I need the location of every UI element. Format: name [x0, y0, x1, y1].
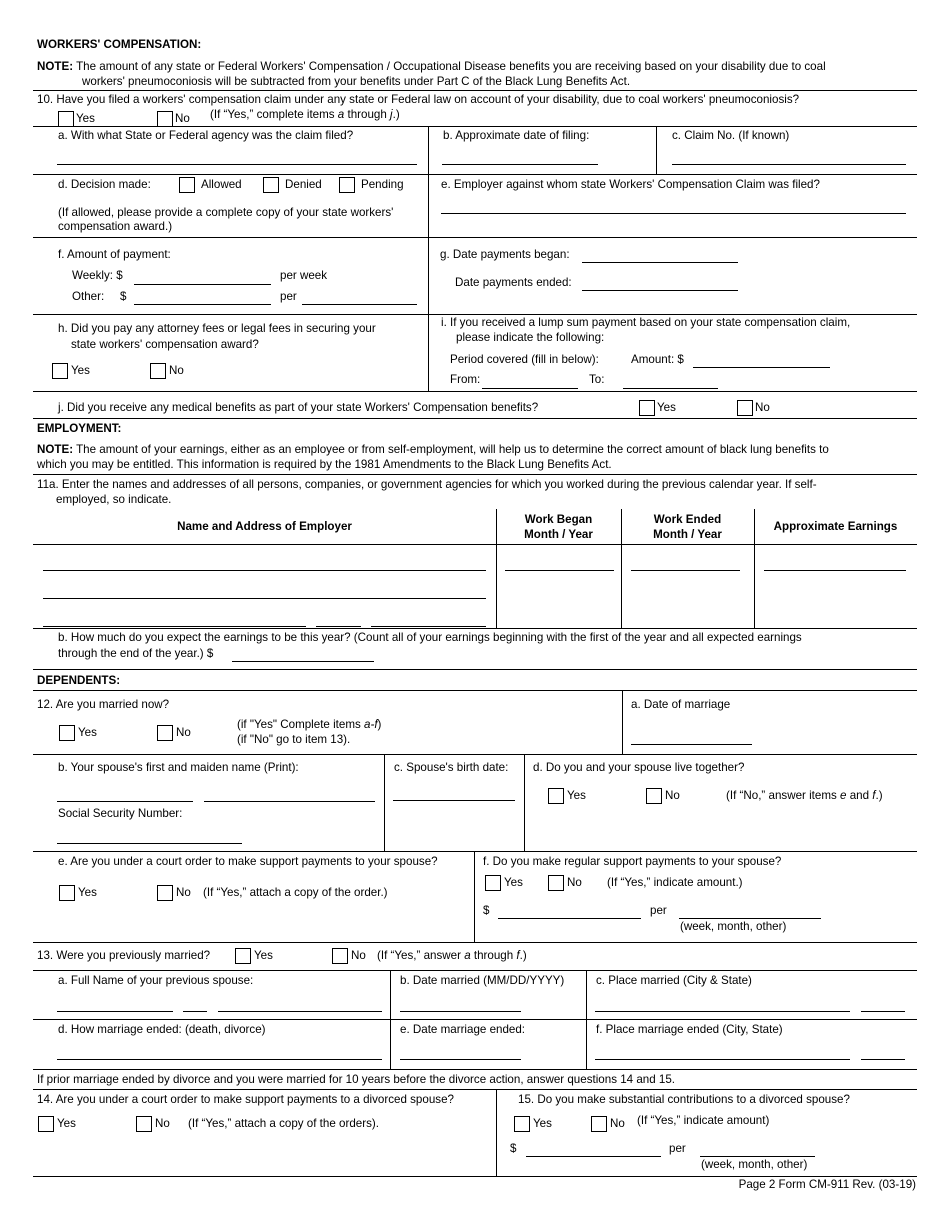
q14-yes-checkbox[interactable]: [38, 1116, 54, 1132]
support-amount-field[interactable]: [498, 918, 641, 919]
spouse-birth-field[interactable]: [393, 800, 515, 801]
divider: [33, 1176, 917, 1177]
support-yes-label: Yes: [504, 876, 523, 889]
pending-checkbox[interactable]: [339, 177, 355, 193]
employer-name-field[interactable]: [43, 570, 486, 571]
prev-spouse-middle-field[interactable]: [183, 1011, 207, 1012]
q11a-line2: employed, so indicate.: [56, 493, 172, 506]
q10i-line1: i. If you received a lump sum payment based on your state compensation claim,: [441, 316, 851, 329]
q11b-line1: b. How much do you expect the earnings to be this year? (Count all of your earnings beginning with the first of the year and all expected earnings: [58, 631, 802, 644]
q14-note: (If “Yes,” attach a copy of the orders).: [188, 1117, 379, 1130]
col-name-header: Name and Address of Employer: [177, 520, 352, 533]
emp-heading: EMPLOYMENT:: [37, 422, 122, 435]
q10i-line2: please indicate the following:: [456, 331, 605, 344]
support-no-label: No: [567, 876, 582, 889]
col-began-header: Work Began Month / Year: [524, 513, 593, 541]
divider: [33, 754, 917, 755]
q10d-label: d. Decision made:: [58, 178, 151, 191]
live-together-yes-label: Yes: [567, 789, 586, 802]
q10h-line1: h. Did you pay any attorney fees or legal fees in securing your: [58, 322, 376, 335]
divider: [33, 237, 917, 238]
allowed-checkbox[interactable]: [179, 177, 195, 193]
earnings-field[interactable]: [764, 570, 906, 571]
emp-note-line2: which you may be entitled. This information is required by the 1981 Amendments to the Black Lung Benefits Act.: [37, 458, 612, 471]
place-ended-state-field[interactable]: [861, 1059, 905, 1060]
q15-label: 15. Do you make substantial contributions to a divorced spouse?: [518, 1093, 850, 1106]
q12-yes-checkbox[interactable]: [59, 725, 75, 741]
place-ended-city-field[interactable]: [595, 1059, 850, 1060]
q13-no-label: No: [351, 949, 366, 962]
col-ended-header: Work Ended Month / Year: [653, 513, 722, 541]
q12-no-checkbox[interactable]: [157, 725, 173, 741]
q10g-label: g. Date payments began:: [440, 248, 570, 261]
prev-spouse-name-label: a. Full Name of your previous spouse:: [58, 974, 254, 987]
column-divider: [384, 754, 385, 851]
divorce-note: If prior marriage ended by divorce and you were married for 10 years before the divorce action, answer questions 14 and 15.: [37, 1073, 676, 1086]
q10-yes-checkbox[interactable]: [58, 111, 74, 127]
q15-period-field[interactable]: [700, 1156, 815, 1157]
q11b-line2: through the end of the year.) $: [58, 647, 214, 660]
q15-no-label: No: [610, 1117, 625, 1130]
divider: [33, 1019, 917, 1020]
place-married-state-field[interactable]: [861, 1011, 905, 1012]
place-married-label: c. Place married (City & State): [596, 974, 752, 987]
employer-state-field[interactable]: [316, 626, 361, 627]
divider: [33, 418, 917, 419]
q10h-no-label: No: [169, 364, 184, 377]
q10j-yes-label: Yes: [657, 401, 676, 414]
q10f-label: f. Amount of payment:: [58, 248, 171, 261]
q13-yes-checkbox[interactable]: [235, 948, 251, 964]
q13-no-checkbox[interactable]: [332, 948, 348, 964]
live-together-label: d. Do you and your spouse live together?: [533, 761, 745, 774]
q10j-yes-checkbox[interactable]: [639, 400, 655, 416]
court-order-yes-checkbox[interactable]: [59, 885, 75, 901]
support-dollar: $: [483, 904, 490, 917]
spouse-birth-label: c. Spouse's birth date:: [394, 761, 509, 774]
work-began-field[interactable]: [505, 570, 614, 571]
q12-yes-label: Yes: [78, 726, 97, 739]
col-earnings-header: Approximate Earnings: [773, 520, 898, 533]
ssn-label: Social Security Number:: [58, 807, 183, 820]
to-field[interactable]: [623, 388, 718, 389]
q15-note: (If “Yes,” indicate amount): [637, 1114, 770, 1127]
divider: [33, 690, 917, 691]
employer-address-field[interactable]: [43, 598, 486, 599]
dep-heading: DEPENDENTS:: [37, 674, 121, 687]
date-ended-label: Date payments ended:: [455, 276, 572, 289]
q12-label: 12. Are you married now?: [37, 698, 170, 711]
column-divider: [496, 1089, 497, 1176]
prev-spouse-last-field[interactable]: [218, 1011, 382, 1012]
other-amount-field[interactable]: [134, 304, 271, 305]
to-label: To:: [589, 373, 605, 386]
weekly-label: Weekly: $: [72, 269, 123, 282]
date-of-marriage-field[interactable]: [631, 744, 752, 745]
per-week-label: per week: [280, 269, 328, 282]
weekly-amount-field[interactable]: [134, 284, 271, 285]
q14-no-checkbox[interactable]: [136, 1116, 152, 1132]
support-per-label: per: [650, 904, 667, 917]
divider: [33, 174, 917, 175]
q15-per-label: per: [669, 1142, 686, 1155]
q15-period-hint: (week, month, other): [701, 1158, 808, 1171]
denied-checkbox[interactable]: [263, 177, 279, 193]
date-married-field[interactable]: [400, 1011, 521, 1012]
marriage-date-ended-field[interactable]: [400, 1059, 521, 1060]
q10h-yes-label: Yes: [71, 364, 90, 377]
wc-note-line1: NOTE: The amount of any state or Federal Workers' Compensation / Occupational Disease benefits you are receiving based on your disability due to coal: [37, 60, 826, 73]
divider: [33, 1069, 917, 1070]
support-yes-checkbox[interactable]: [485, 875, 501, 891]
divider: [33, 314, 917, 315]
q14-yes-label: Yes: [57, 1117, 76, 1130]
column-divider: [428, 126, 429, 392]
page-footer: Page 2 Form CM-911 Rev. (03-19): [738, 1178, 916, 1191]
other-period-field[interactable]: [302, 304, 417, 305]
q10d-note-line1: (If allowed, please provide a complete copy of your state workers': [58, 206, 394, 219]
from-field[interactable]: [482, 388, 578, 389]
other-dollar: $: [120, 290, 127, 303]
other-label: Other:: [72, 290, 105, 303]
how-ended-label: d. How marriage ended: (death, divorce): [58, 1023, 266, 1036]
divider: [33, 126, 917, 127]
wc-heading: WORKERS' COMPENSATION:: [37, 38, 202, 51]
q10a-agency-field[interactable]: [57, 164, 417, 165]
column-divider: [622, 690, 623, 754]
q13-note: (If “Yes,” answer a through f.): [377, 949, 527, 962]
q13-label: 13. Were you previously married?: [37, 949, 211, 962]
other-per-label: per: [280, 290, 297, 303]
court-order-no-checkbox[interactable]: [157, 885, 173, 901]
q10-yes-label: Yes: [76, 112, 95, 125]
divider: [33, 544, 917, 545]
date-ended-label: e. Date marriage ended:: [400, 1023, 526, 1036]
place-married-city-field[interactable]: [595, 1011, 850, 1012]
divider: [33, 628, 917, 629]
divider: [33, 851, 917, 852]
q15-amount-field[interactable]: [526, 1156, 661, 1157]
q10j-no-checkbox[interactable]: [737, 400, 753, 416]
q10a-label: a. With what State or Federal agency was the claim filed?: [58, 129, 354, 142]
pending-label: Pending: [361, 178, 404, 191]
q10c-label: c. Claim No. (If known): [672, 129, 790, 142]
q10d-note-line2: compensation award.): [58, 220, 173, 233]
amount-label: Amount: $: [631, 353, 684, 366]
q10-instruction: (If “Yes,” complete items a through j.): [210, 108, 400, 121]
employer-zip-field[interactable]: [371, 626, 486, 627]
q10-no-label: No: [175, 112, 190, 125]
column-divider: [474, 851, 475, 942]
divider: [33, 942, 917, 943]
spouse-name-label: b. Your spouse's first and maiden name (Print):: [58, 761, 299, 774]
date-ended-field[interactable]: [582, 290, 738, 291]
lump-sum-amount-field[interactable]: [693, 367, 830, 368]
live-together-no-label: No: [665, 789, 680, 802]
support-no-checkbox[interactable]: [548, 875, 564, 891]
wc-note-line2: workers' pneumoconiosis will be subtracted from your benefits under Part C of the Black Lung Benefits Act.: [82, 75, 631, 88]
prev-spouse-first-field[interactable]: [57, 1011, 173, 1012]
expected-earnings-field[interactable]: [232, 661, 374, 662]
q11a-line1: 11a. Enter the names and addresses of all persons, companies, or government agencies for which you worked during the previous calendar year. If self-: [37, 478, 817, 491]
live-together-yes-checkbox[interactable]: [548, 788, 564, 804]
live-together-no-checkbox[interactable]: [646, 788, 662, 804]
q10b-date-field[interactable]: [442, 164, 598, 165]
divider: [33, 474, 917, 475]
divider: [33, 391, 917, 392]
place-ended-label: f. Place marriage ended (City, State): [596, 1023, 783, 1036]
support-period-field[interactable]: [679, 918, 821, 919]
q12-note-line1: (if "Yes" Complete items a-f): [237, 718, 382, 731]
q14-label: 14. Are you under a court order to make support payments to a divorced spouse?: [37, 1093, 454, 1106]
date-began-field[interactable]: [582, 262, 738, 263]
q10c-claim-field[interactable]: [672, 164, 906, 165]
period-covered-label: Period covered (fill in below):: [450, 353, 599, 366]
spouse-maiden-name-field[interactable]: [204, 801, 375, 802]
from-label: From:: [450, 373, 481, 386]
q12-note-line2: (if "No" go to item 13).: [237, 733, 351, 746]
court-order-yes-label: Yes: [78, 886, 97, 899]
q10b-label: b. Approximate date of filing:: [443, 129, 590, 142]
q10-no-checkbox[interactable]: [157, 111, 173, 127]
q13-yes-label: Yes: [254, 949, 273, 962]
court-order-no-label: No: [176, 886, 191, 899]
court-order-label: e. Are you under a court order to make support payments to your spouse?: [58, 855, 438, 868]
ssn-field[interactable]: [57, 843, 242, 844]
q10h-yes-checkbox[interactable]: [52, 363, 68, 379]
how-ended-field[interactable]: [57, 1059, 382, 1060]
q10h-line2: state workers' compensation award?: [71, 338, 259, 351]
q15-yes-checkbox[interactable]: [514, 1116, 530, 1132]
q10-text: 10. Have you filed a workers' compensation claim under any state or Federal law on account of your disability, due to coal workers' pneumoconiosis?: [37, 93, 800, 106]
denied-label: Denied: [285, 178, 322, 191]
allowed-label: Allowed: [201, 178, 242, 191]
spouse-first-name-field[interactable]: [57, 801, 193, 802]
support-payments-label: f. Do you make regular support payments to your spouse?: [483, 855, 782, 868]
q10e-label: e. Employer against whom state Workers' Compensation Claim was filed?: [441, 178, 820, 191]
q15-no-checkbox[interactable]: [591, 1116, 607, 1132]
support-period-hint: (week, month, other): [680, 920, 787, 933]
court-order-note: (If “Yes,” attach a copy of the order.): [203, 886, 388, 899]
q10j-label: j. Did you receive any medical benefits as part of your state Workers' Compensation benefits?: [58, 401, 539, 414]
q10h-no-checkbox[interactable]: [150, 363, 166, 379]
column-divider: [524, 754, 525, 851]
divider: [33, 1089, 917, 1090]
divider: [33, 90, 917, 91]
q10j-no-label: No: [755, 401, 770, 414]
q15-dollar: $: [510, 1142, 517, 1155]
divider: [33, 970, 917, 971]
support-note: (If “Yes,” indicate amount.): [607, 876, 743, 889]
q12-no-label: No: [176, 726, 191, 739]
date-married-label: b. Date married (MM/DD/YYYY): [400, 974, 565, 987]
date-of-marriage-label: a. Date of marriage: [631, 698, 731, 711]
q15-yes-label: Yes: [533, 1117, 552, 1130]
emp-note-line1: NOTE: The amount of your earnings, either as an employee or from self-employment, will help us to determine the correct amount of black lung benefits to: [37, 443, 829, 456]
work-ended-field[interactable]: [631, 570, 740, 571]
q14-no-label: No: [155, 1117, 170, 1130]
employer-city-field[interactable]: [43, 626, 306, 627]
live-together-note: (If “No,” answer items e and f.): [726, 789, 883, 802]
q10e-employer-field[interactable]: [441, 213, 906, 214]
divider: [33, 669, 917, 670]
column-divider: [656, 126, 657, 174]
